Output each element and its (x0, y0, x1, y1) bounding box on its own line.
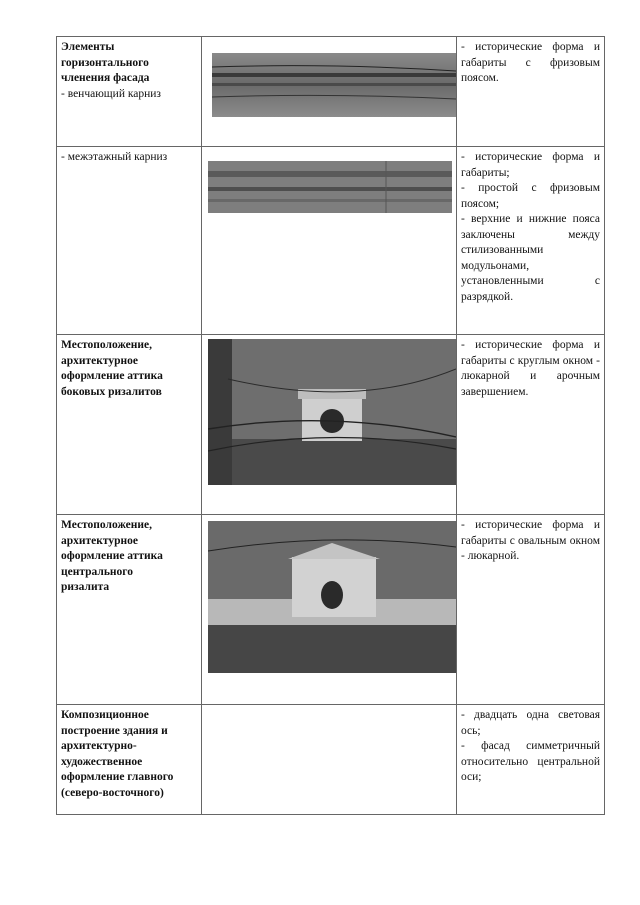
element-cell (57, 335, 202, 515)
description-text: - двадцать одна световая ось; (461, 709, 600, 737)
element-title: Местоположение, (61, 339, 152, 351)
description-text: - исторические форма и габариты с круглым окном - люкарной и арочным завершением. (461, 339, 600, 398)
photo-cell (202, 515, 457, 705)
table-row (57, 335, 605, 515)
photo-cell (202, 147, 457, 335)
description-text: - исторические форма и габариты с овальным окном - люкарной. (461, 519, 600, 562)
description-text: - простой с фризовым поясом; (461, 182, 600, 210)
element-title: членения фасада (61, 72, 150, 84)
element-title: центрального (61, 565, 133, 578)
element-cell (57, 515, 202, 705)
description-cell (457, 37, 605, 147)
cornice-photo (212, 53, 456, 117)
element-cell (57, 37, 202, 147)
document-table (56, 36, 605, 815)
element-title: оформление главного (61, 771, 174, 783)
description-cell (457, 335, 605, 515)
element-title: архитектурно- (61, 740, 137, 752)
table-row (57, 515, 605, 705)
element-title: Элементы (61, 41, 115, 53)
element-subitem: - межэтажный карниз (61, 151, 168, 163)
description-text: - фасад симметричный относительно центральной оси; (461, 740, 600, 783)
description-cell (457, 147, 605, 335)
central-attic-photo (208, 521, 456, 673)
element-title: архитектурное (61, 534, 139, 547)
photo-cell (202, 37, 457, 147)
element-cell (57, 705, 202, 815)
table-row (57, 705, 605, 815)
description-text: - исторические форма и габариты с фризовым поясом. (461, 41, 600, 84)
element-title: ризалита (61, 581, 110, 593)
table-row (57, 37, 605, 147)
element-subitem: - венчающий карниз (61, 87, 161, 100)
photo-cell (202, 705, 457, 815)
photo-cell (202, 335, 457, 515)
element-title: художественное (61, 755, 143, 768)
description-text: - верхние и нижние пояса заключены между стилизованными модульонами, установленными с разрядкой. (461, 213, 600, 303)
description-text: - исторические форма и габариты; (461, 151, 600, 179)
element-title: Композиционное (61, 709, 149, 721)
element-title: архитектурное (61, 354, 139, 367)
description-cell (457, 705, 605, 815)
element-title: оформление аттика (61, 550, 163, 562)
table-row (57, 147, 605, 335)
element-title: горизонтального (61, 56, 149, 69)
element-title: оформление аттика (61, 370, 163, 382)
element-title: построение здания и (61, 724, 168, 737)
element-title: боковых ризалитов (61, 385, 162, 398)
description-cell (457, 515, 605, 705)
element-cell (57, 147, 202, 335)
interfloor-cornice-photo (208, 161, 452, 213)
element-title: Местоположение, (61, 519, 152, 531)
element-title: (северо-восточного) (61, 786, 164, 799)
side-attic-photo (208, 339, 456, 485)
